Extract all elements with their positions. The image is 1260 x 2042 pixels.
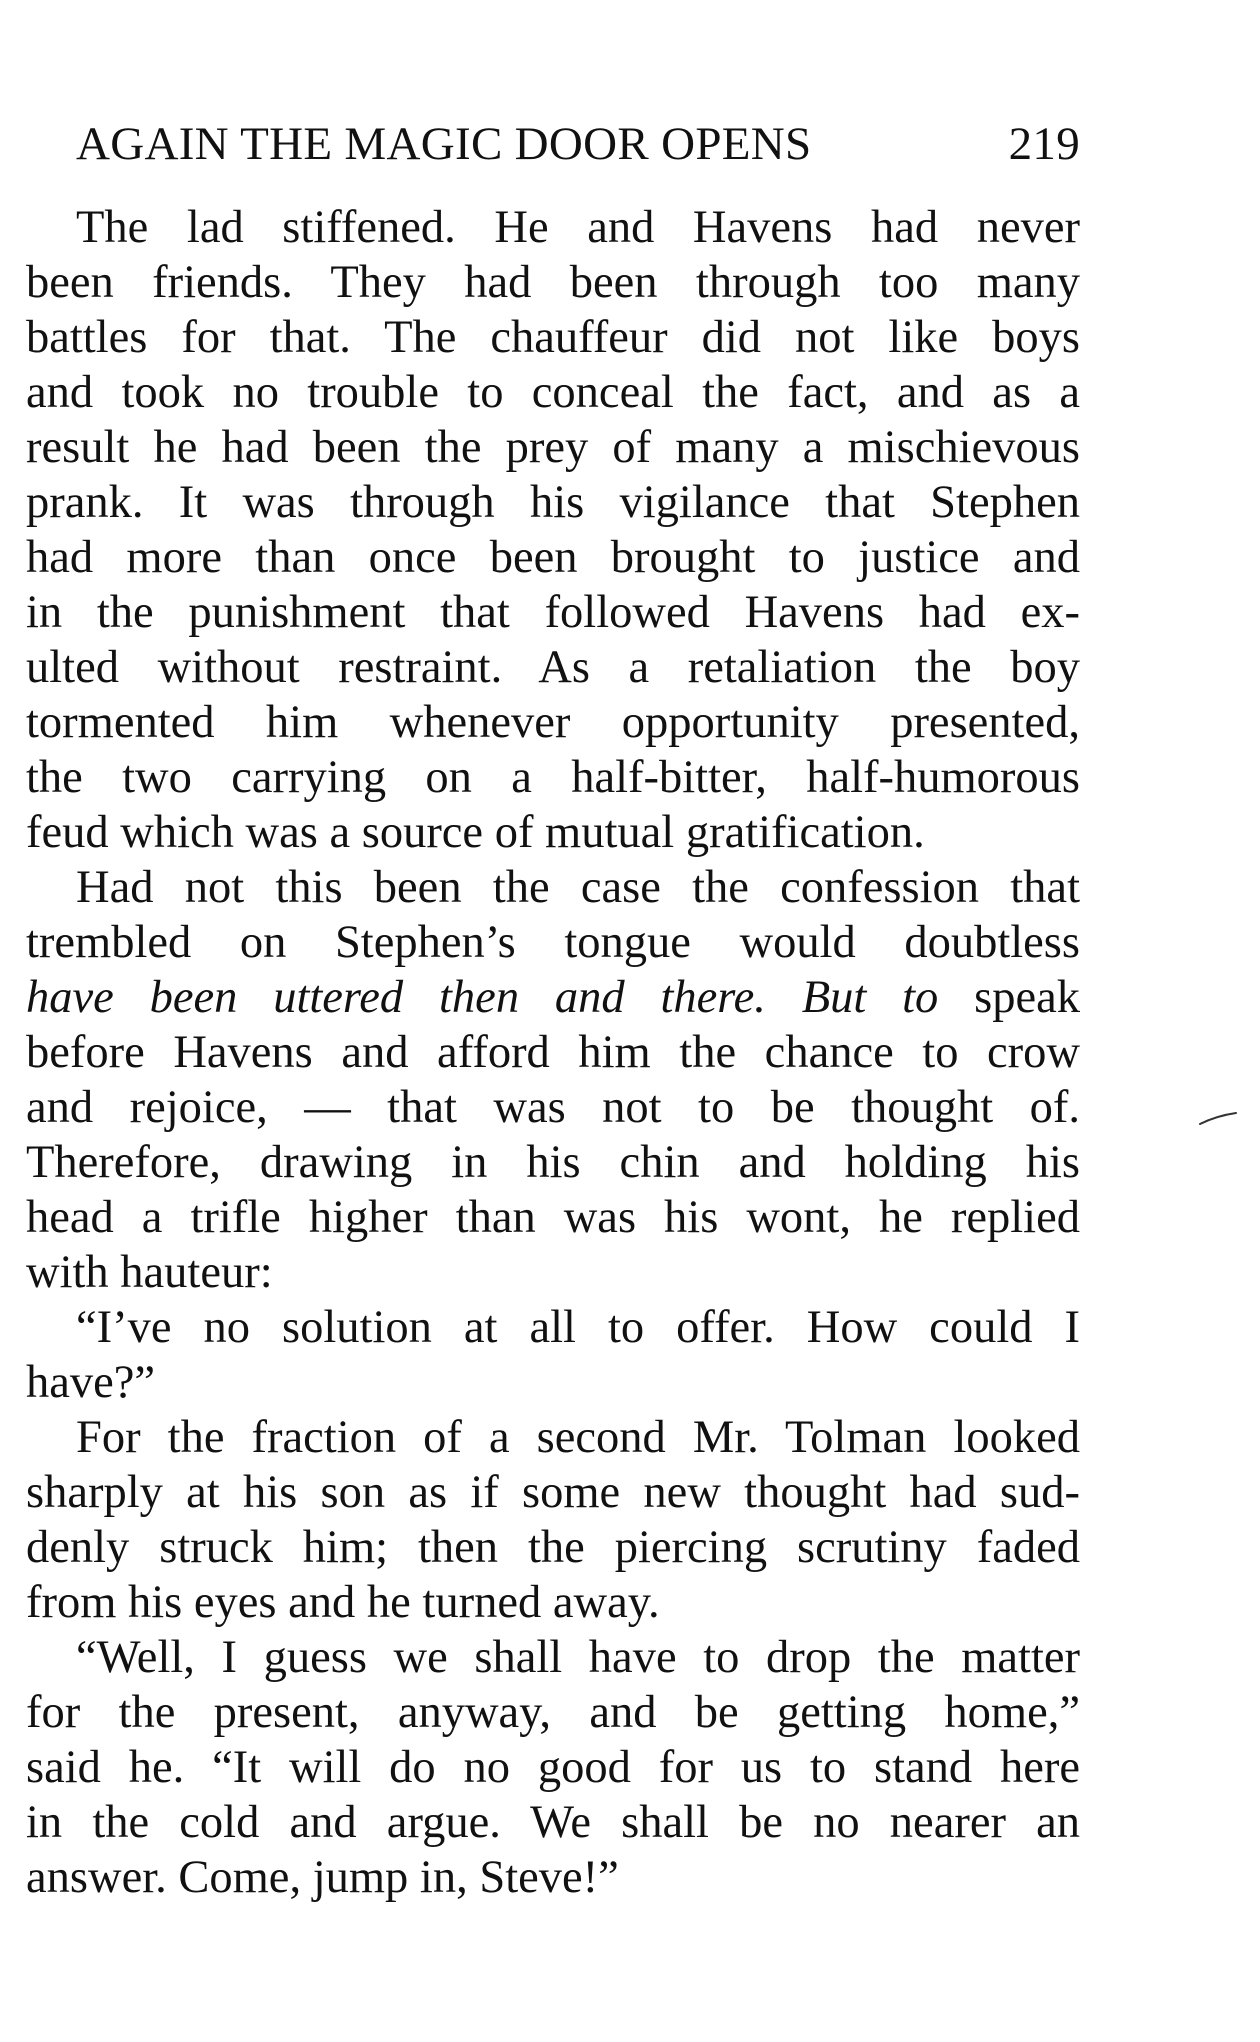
page-number: 219 xyxy=(1008,118,1080,170)
text-line: “I’ve no solution at all to offer. How could I xyxy=(76,1302,1080,1353)
text-line: For the fraction of a second Mr. Tolman looked xyxy=(76,1412,1080,1463)
text-line: sharply at his son as if some new thought had sud- xyxy=(26,1467,1080,1518)
text-line: have?” xyxy=(26,1357,156,1408)
text-line xyxy=(26,970,1080,1025)
text-line: before Havens and afford him the chance to crow xyxy=(26,1027,1080,1078)
text-line: Had not this been the case the confession that xyxy=(76,862,1080,913)
text-line: in the cold and argue. We shall be no nearer an xyxy=(26,1797,1080,1848)
text-line: head a trifle higher than was his wont, he replied xyxy=(26,1192,1080,1243)
running-title: AGAIN THE MAGIC DOOR OPENS xyxy=(76,118,812,170)
text-line: answer. Come, jump in, Steve!” xyxy=(26,1852,619,1903)
text-line: “Well, I guess we shall have to drop the matter xyxy=(76,1632,1080,1683)
text-line: The lad stiffened. He and Havens had never xyxy=(76,202,1080,253)
text-line: in the punishment that followed Havens had ex- xyxy=(26,587,1080,638)
text-line: feud which was a source of mutual gratification. xyxy=(26,807,925,858)
text-line: and rejoice, — that was not to be thought of. xyxy=(26,1082,1080,1133)
text-line: result he had been the prey of many a mischievous xyxy=(26,422,1080,473)
roman-text: speak xyxy=(938,972,1080,1023)
text-line: for the present, anyway, and be getting home,” xyxy=(26,1687,1080,1738)
body-text xyxy=(26,200,1080,1905)
pencil-mark xyxy=(1198,1108,1238,1128)
text-line: Therefore, drawing in his chin and holding his xyxy=(26,1137,1080,1188)
text-line: denly struck him; then the piercing scrutiny faded xyxy=(26,1522,1080,1573)
text-line: tormented him whenever opportunity presented, xyxy=(26,697,1080,748)
text-line: from his eyes and he turned away. xyxy=(26,1577,660,1628)
text-line: prank. It was through his vigilance that Stephen xyxy=(26,477,1080,528)
text-line: the two carrying on a half-bitter, half-humorous xyxy=(26,752,1080,803)
running-head xyxy=(76,114,1080,174)
text-line: with hauteur: xyxy=(26,1247,273,1298)
text-line: ulted without restraint. As a retaliation the boy xyxy=(26,642,1080,693)
text-line: had more than once been brought to justice and xyxy=(26,532,1080,583)
text-line: said he. “It will do no good for us to stand here xyxy=(26,1742,1080,1793)
text-line: battles for that. The chauffeur did not like boys xyxy=(26,312,1080,363)
italic-text: have been uttered then and there. But to xyxy=(26,972,939,1023)
text-line: trembled on Stephen’s tongue would doubtless xyxy=(26,917,1080,968)
text-line: and took no trouble to conceal the fact, and as a xyxy=(26,367,1080,418)
text-line: been friends. They had been through too many xyxy=(26,257,1080,308)
